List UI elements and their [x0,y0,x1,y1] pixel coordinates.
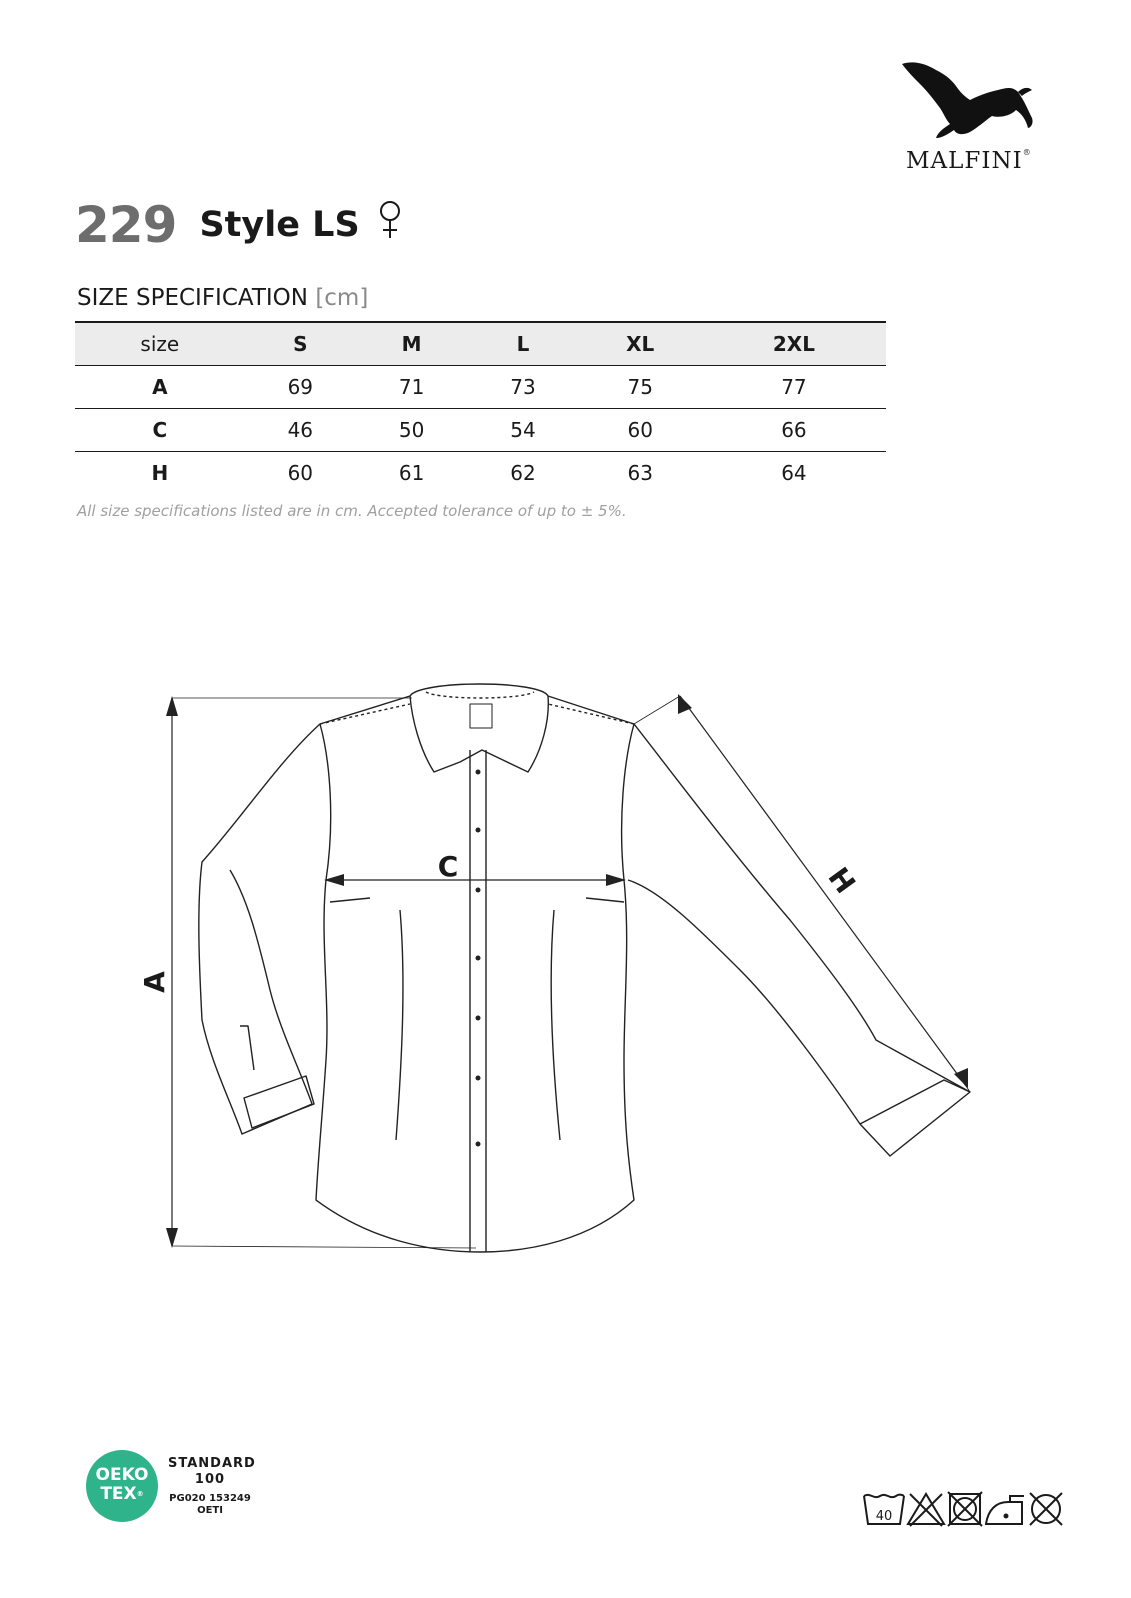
product-code: 229 [75,196,177,254]
column-header: 2XL [772,332,815,356]
column-header: size [140,332,180,356]
female-symbol-icon [379,200,401,244]
dimension-label-c: C [437,850,459,883]
column-header: XL [626,332,655,356]
product-name: Style LS [199,205,360,245]
oeko-line2: TEX® [100,1484,144,1504]
oeko-tex-badge [86,1450,158,1522]
column-header: S [293,332,308,356]
table-cell: 66 [781,418,807,442]
row-label: A [152,375,168,399]
wash-40-icon [864,1495,904,1524]
size-spec-title: SIZE SPECIFICATION [cm] [77,285,369,311]
size-spec-unit: [cm] [315,285,369,311]
care-symbols [862,1488,1067,1528]
table-cell: 69 [287,375,314,399]
size-table [75,321,886,494]
row-label: H [151,461,169,485]
standard-line2: 100 [194,1472,226,1487]
table-cell: 60 [287,461,314,485]
oeko-line1: OEKO [95,1465,149,1485]
dimension-label-a: A [138,971,171,993]
womens-long-sleeve-shirt-icon [199,684,970,1252]
table-cell: 60 [627,418,653,442]
table-cell: 73 [510,375,536,399]
wash-temperature: 40 [875,1509,893,1524]
column-header: L [516,332,530,356]
table-row [75,366,886,409]
table-cell: 71 [398,375,425,399]
dimension-label-h: H [821,861,862,900]
table-cell: 77 [781,375,807,399]
table-cell: 75 [627,375,653,399]
row-label: C [152,418,168,442]
oeko-standard [168,1456,256,1516]
table-row [75,409,886,452]
do-not-dry-clean-icon [1030,1493,1062,1525]
garment-diagram [130,680,1010,1280]
table-row [75,452,886,495]
standard-line1: STANDARD [168,1456,256,1471]
table-cell: 50 [398,418,425,442]
table-cell: 64 [781,461,807,485]
table-cell: 54 [510,418,536,442]
certificate-number: PG020 153249 [169,1493,251,1504]
certificate-institute: OETI [197,1505,223,1516]
iron-low-icon [986,1496,1024,1524]
table-cell: 62 [510,461,536,485]
table-cell: 63 [627,461,653,485]
do-not-tumble-dry-icon [948,1492,982,1526]
tolerance-note: All size specifications listed are in cm. Accepted tolerance of up to ± 5%. [77,502,627,520]
table-cell: 61 [398,461,425,485]
table-header-row [75,322,886,366]
product-title [75,196,401,256]
table-cell: 46 [287,418,314,442]
column-header: M [401,332,422,356]
brand-name: MALFINI® [906,148,1032,174]
do-not-bleach-icon [908,1494,944,1526]
